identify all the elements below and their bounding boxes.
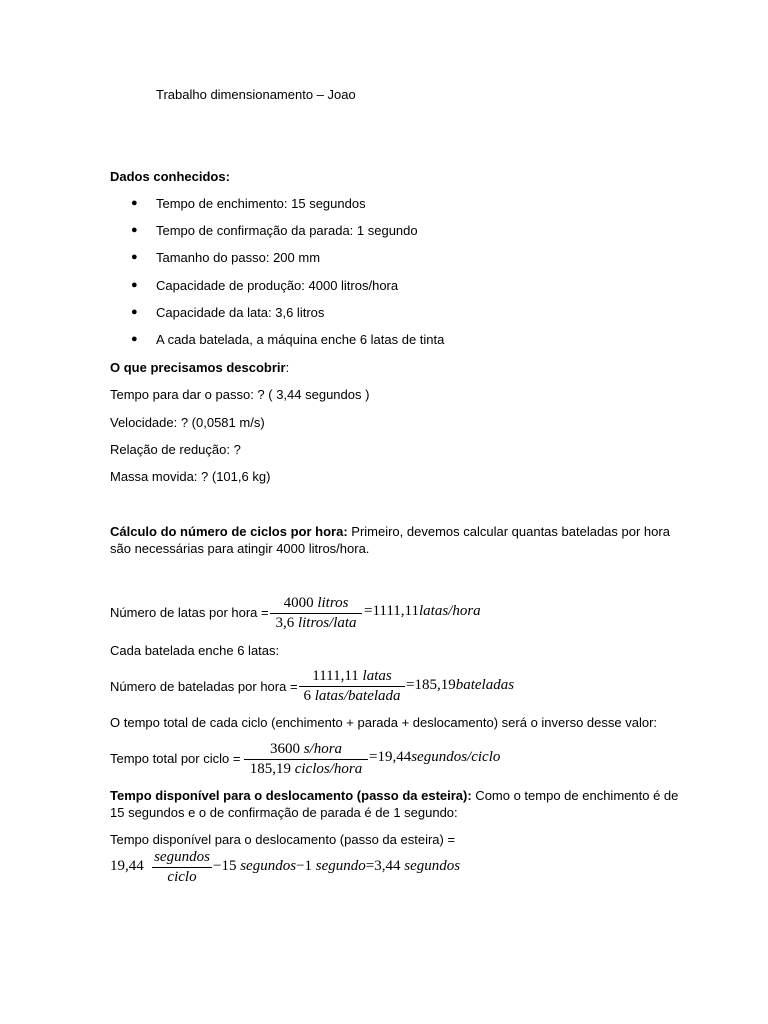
- available-paragraph-line1: [110, 788, 678, 803]
- cycles-heading: Cálculo do número de ciclos por hora:: [110, 524, 348, 539]
- cycles-paragraph-line1: [110, 524, 670, 539]
- unknown-heading-suffix: :: [285, 360, 290, 375]
- eq2-fraction: [299, 668, 405, 705]
- eq1-numerator: [270, 595, 362, 612]
- eq4-term1: −15: [213, 858, 237, 874]
- available-paragraph-line2: 15 segundos e o de confirmação de parada é de 1 segundo:: [110, 805, 458, 820]
- bullet-icon: ●: [131, 197, 138, 209]
- eq3-result-value: =19,44: [369, 749, 412, 765]
- fraction-bar: [152, 867, 212, 868]
- list-item: Capacidade de produção: 4000 litros/hora: [156, 278, 399, 293]
- eq2-num-value: 1111,11: [312, 668, 359, 684]
- cycles-paragraph-line2: são necessárias para atingir 4000 litros/hora.: [110, 541, 370, 556]
- unknown-heading-line: [110, 360, 289, 375]
- eq1-label: Número de latas por hora =: [110, 605, 269, 620]
- eq2-result-unit: bateladas: [455, 677, 515, 693]
- eq4-rest: [213, 858, 460, 875]
- eq4-result-unit: segundos: [404, 858, 461, 874]
- bullet-icon: ●: [131, 224, 138, 236]
- unknown-item: Tempo para dar o passo: ? ( 3,44 segundos ): [110, 387, 370, 402]
- cycles-text: Primeiro, devemos calcular quantas bateladas por hora: [347, 524, 670, 539]
- bullet-icon: ●: [131, 251, 138, 263]
- eq1-result: [364, 603, 481, 620]
- eq1-result-unit: latas/hora: [418, 603, 481, 619]
- eq1-den-unit: litros/lata: [297, 615, 357, 631]
- eq4-fraction: [152, 849, 212, 886]
- eq3-result-unit: segundos/ciclo: [411, 749, 501, 765]
- eq3-num-value: 3600: [269, 741, 300, 757]
- eq4-denominator: ciclo: [167, 869, 197, 885]
- inverse-line: O tempo total de cada ciclo (enchimento + parada + deslocamento) será o inverso desse valor:: [110, 715, 658, 730]
- unknown-item: Velocidade: ? (0,0581 m/s): [110, 415, 265, 430]
- list-item: A cada batelada, a máquina enche 6 latas de tinta: [156, 332, 445, 347]
- eq2-den-value: 6: [303, 688, 311, 704]
- unknown-item: Relação de redução: ?: [110, 442, 241, 457]
- eq4-result-value: =3,44: [365, 858, 401, 874]
- bullet-icon: ●: [131, 279, 138, 291]
- available-heading: Tempo disponível para o deslocamento (passo da esteira):: [110, 788, 472, 803]
- available-text: Como o tempo de enchimento é de: [471, 788, 679, 803]
- eq4-term1-unit: segundos: [240, 858, 297, 874]
- fraction-bar: [299, 686, 405, 687]
- eq4-value: 19,44: [110, 858, 144, 874]
- eq2-result: [406, 677, 514, 694]
- eq1-num-unit: litros: [317, 595, 349, 611]
- fraction-bar: [244, 759, 368, 760]
- eq1-denominator: [270, 615, 362, 632]
- list-item: Tempo de confirmação da parada: 1 segundo: [156, 223, 418, 238]
- eq3-den-unit: ciclos/hora: [294, 761, 363, 777]
- eq1-num-value: 4000: [283, 595, 314, 611]
- fraction-bar: [270, 613, 362, 614]
- eq3-numerator: [244, 741, 368, 758]
- list-item: Capacidade da lata: 3,6 litros: [156, 305, 325, 320]
- eq3-label: Tempo total por ciclo =: [110, 751, 241, 766]
- eq1-den-value: 3,6: [275, 615, 295, 631]
- eq2-denominator: [299, 688, 405, 705]
- eq2-num-unit: latas: [362, 668, 392, 684]
- unknown-item: Massa movida: ? (101,6 kg): [110, 469, 271, 484]
- eq2-label: Número de bateladas por hora =: [110, 679, 298, 694]
- eq4-term2: −1: [296, 858, 313, 874]
- list-item: Tempo de enchimento: 15 segundos: [156, 196, 366, 211]
- batch-line: Cada batelada enche 6 latas:: [110, 643, 280, 658]
- unknown-heading: O que precisamos descobrir: [110, 360, 286, 375]
- eq3-num-unit: s/hora: [303, 741, 343, 757]
- eq4-numerator: segundos: [154, 849, 210, 865]
- eq1-fraction: [270, 595, 362, 632]
- available-label: Tempo disponível para o deslocamento (passo da esteira) =: [110, 832, 456, 847]
- list-item: Tamanho do passo: 200 mm: [156, 250, 321, 265]
- bullet-icon: ●: [131, 333, 138, 345]
- eq1-result-value: =1111,11: [364, 603, 419, 619]
- eq3-den-value: 185,19: [249, 761, 291, 777]
- known-heading: Dados conhecidos:: [110, 169, 230, 184]
- eq3-result: [369, 749, 500, 766]
- eq4-term2-unit: segundo: [315, 858, 366, 874]
- eq2-numerator: [299, 668, 405, 685]
- bullet-icon: ●: [131, 306, 138, 318]
- document-title: Trabalho dimensionamento – Joao: [156, 87, 356, 102]
- eq3-fraction: [244, 741, 368, 778]
- eq3-denominator: [244, 761, 368, 778]
- eq2-den-unit: latas/batelada: [314, 688, 401, 704]
- eq2-result-value: =185,19: [406, 677, 456, 693]
